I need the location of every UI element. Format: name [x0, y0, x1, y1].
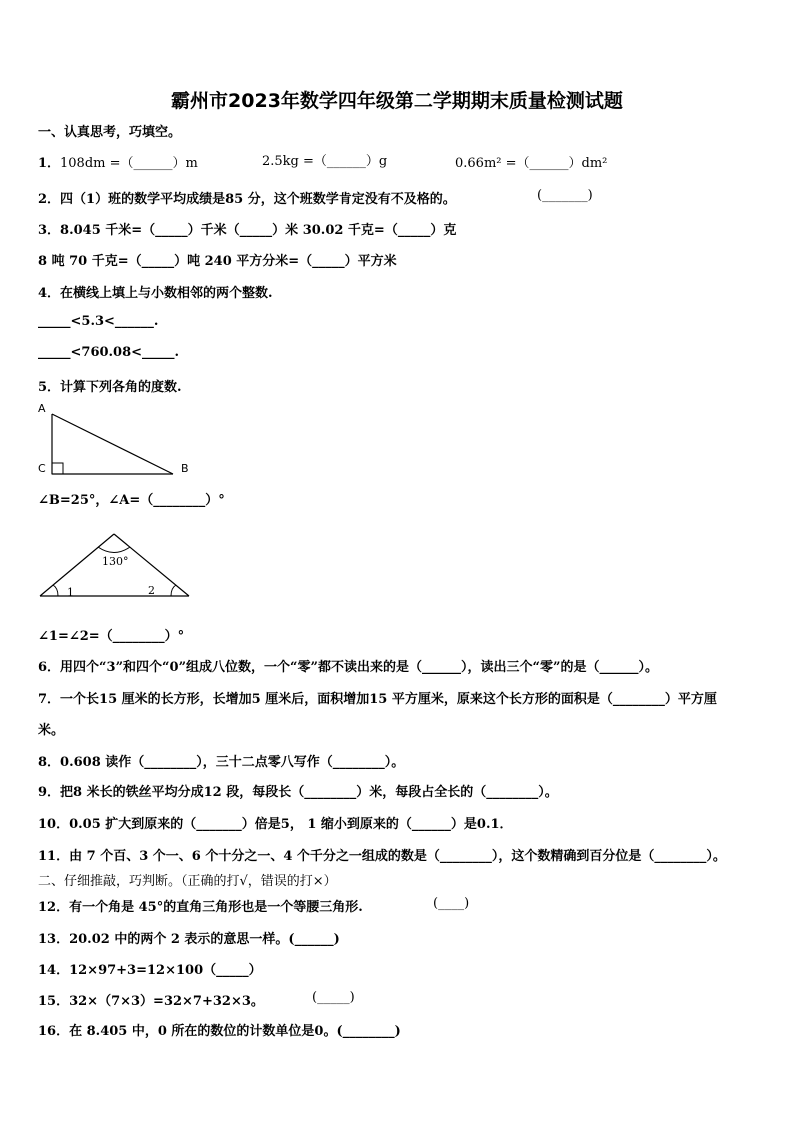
vertex-a-label: A	[38, 402, 46, 415]
q7-line2: 米。	[38, 723, 65, 738]
q12-text: 12．有一个角是 45°的直角三角形也是一个等腰三角形.	[38, 900, 363, 915]
q4-text: 4．在横线上填上与小数相邻的两个整数.	[38, 286, 273, 301]
q1-part-b: 2.5kg =（______）g	[262, 154, 388, 169]
q15-blank: (_____)	[312, 990, 355, 1005]
page-title: 霸州市2023年数学四年级第二学期期末质量检测试题	[171, 90, 623, 112]
q16-text: 16．在 8.405 中，0 所在的数位的计数单位是0。(________)	[38, 1024, 401, 1039]
q15-text: 15．32×（7×3）=32×7+32×3。	[38, 994, 264, 1009]
angle-1-label: 1	[67, 586, 74, 599]
vertex-c-label: C	[38, 462, 46, 475]
q5-answer-2: ∠1=∠2=（________）°	[38, 629, 185, 644]
q10-text: 10．0.05 扩大到原来的（_______）倍是5， 1 缩小到原来的（______）是0.1．	[38, 817, 513, 832]
q9-text: 9．把8 米长的铁丝平均分成12 段，每段长（________）米，每段占全长的（________）。	[38, 785, 558, 800]
q1-number: 1．	[38, 156, 61, 171]
section-2-heading: 二、仔细推敲，巧判断。（正确的打√，错误的打×）	[38, 874, 337, 889]
q5-answer-1: ∠B=25°，∠A=（________）°	[38, 493, 225, 508]
angle-130-label: 130°	[102, 555, 129, 568]
q1-part-c: 0.66m² =（______）dm²	[455, 156, 608, 171]
q3-line2: 8 吨 70 千克=（_____）吨 240 平方分米=（_____）平方米	[38, 254, 397, 269]
section-1-heading: 一、认真思考，巧填空。	[38, 125, 182, 140]
q6-text: 6．用四个“3”和四个“0”组成八位数，一个“零”都不读出来的是（______），读出三个“零”的是（______）。	[38, 660, 658, 675]
q5-text: 5．计算下列各角的度数.	[38, 380, 182, 395]
vertex-b-label: B	[181, 462, 189, 475]
angle-2-label: 2	[148, 584, 155, 597]
q14-text: 14．12×97+3=12×100（_____）	[38, 963, 262, 978]
q4-line1: _____<5.3<______.	[38, 314, 159, 329]
q1-part-a: 108dm =（______）m	[60, 156, 198, 171]
q13-text: 13．20.02 中的两个 2 表示的意思一样。(______)	[38, 932, 340, 947]
q7-line1: 7．一个长15 厘米的长方形，长增加5 厘米后，面积增加15 平方厘米，原来这个长方形的面积是（________）平方厘	[38, 692, 717, 707]
q2-blank: (_______)	[537, 188, 593, 203]
q12-blank: (____)	[433, 896, 470, 911]
q2-text: 2．四（1）班的数学平均成绩是85 分，这个班数学肯定没有不及格的。	[38, 192, 456, 207]
q11-text: 11．由 7 个百、3 个一、6 个十分之一、4 个千分之一组成的数是（________），这个数精确到百分位是（________）。	[38, 849, 726, 864]
q3-line1: 3．8.045 千米=（_____）千米（_____）米 30.02 千克=（_____）克	[38, 223, 457, 238]
q4-line2: _____<760.08<_____.	[38, 345, 180, 360]
q8-text: 8．0.608 读作（________），三十二点零八写作（________）。	[38, 755, 405, 770]
